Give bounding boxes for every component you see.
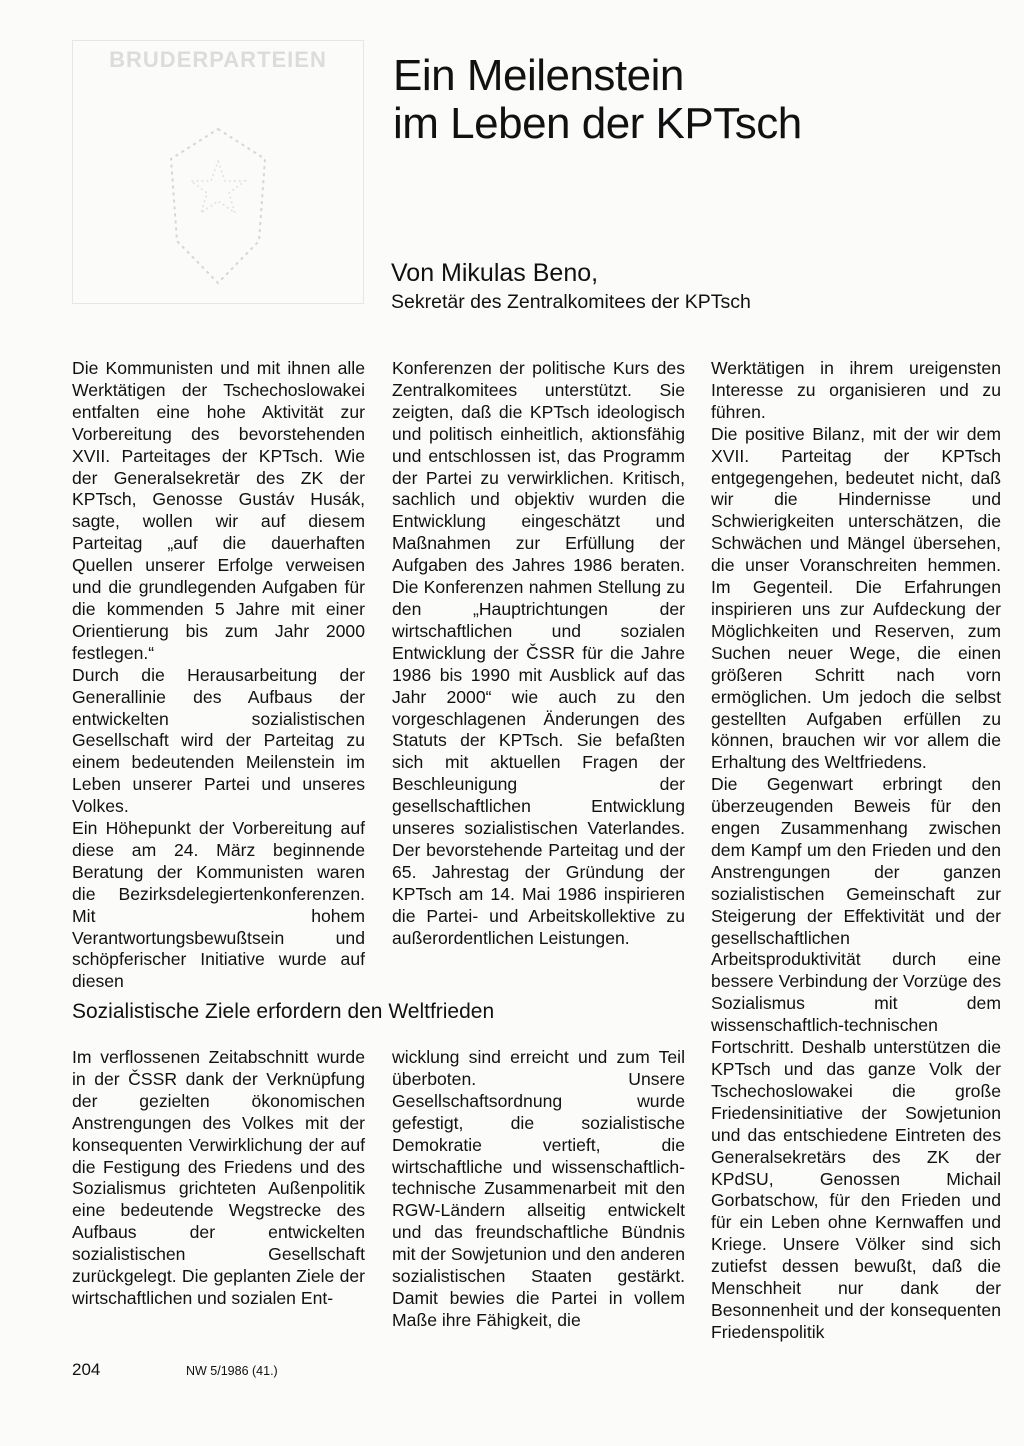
byline [391, 258, 1011, 316]
paragraph: Die positive Bilanz, mit der wir dem XVII. Parteitag der KPTsch entgegengehen, bedeutet nicht, daß wir die Hindernisse und Schwierigkeiten unterschätzen, die Schwächen und Mängel übersehen, die unser Voranschreiten hemmen. Im Gegenteil. Die Erfahrungen inspirieren uns zur Aufdeckung der Möglichkeiten und Reserven, zum Suchen neuer Wege, die einen größeren Schritt nach vorn ermöglichen. Um jedoch die selbst gestellten Aufgaben erfüllen zu können, brauchen wir vor allem die Erhaltung des Weltfriedens. [711, 423, 1001, 773]
paragraph: Werktätigen in ihrem ureigensten Interesse zu organisieren und zu führen. [711, 358, 1001, 422]
party-emblem-icon [163, 121, 273, 291]
page-number: 204 [72, 1360, 101, 1379]
title-line-1: Ein Meilenstein [393, 51, 684, 100]
paragraph: Ein Höhepunkt der Vorbereitung auf diese am 24. März beginnende Beratung der Kommunisten waren die Bezirksdelegiertenkonferenzen. Mit hohem Verantwortungsbewußtsein und schöpferischer Initiative wurde auf diesen [72, 818, 365, 992]
column-2-top [392, 358, 685, 949]
paragraph: Durch die Herausarbeitung der Generallinie des Aufbaus der entwickelten sozialistischen Gesellschaft wird der Parteitag zu einem bedeutenden Meilenstein im Leben unserer Partei und unseres Volkes. [72, 664, 365, 817]
paragraph: Im verflossenen Zeitabschnitt wurde in der ČSSR dank der Verknüpfung der gezielten ökonomischen Anstrengungen des Volkes mit der konsequenten Verwirklichung der auf die Festigung des Friedens und des Sozialismus grichteten Außenpolitik eine bedeutende Wegstrecke des Aufbaus der entwickelten sozialistischen Gesellschaft zurückgelegt. Die geplanten Ziele der wirtschaftlichen und sozialen Ent- [72, 1047, 365, 1308]
emblem-label: BRUDERPARTEIEN [109, 47, 327, 72]
column-2-bottom [392, 1047, 685, 1332]
column-1-bottom [72, 1047, 365, 1310]
paragraph: wicklung sind erreicht und zum Teil überboten. Unsere Gesellschaftsordnung wurde gefestigt, die sozialistische Demokratie vertieft, die wirtschaftliche und wissenschaftlich-technische Zusammenarbeit mit den RGW-Ländern allseitig entwickelt und das freundschaftliche Bündnis mit der Sowjetunion und den anderen sozialistischen Staaten gestärkt. Damit bewies die Partei in vollem Maße ihre Fähigkeit, die [392, 1047, 685, 1330]
journal-reference: NW 5/1986 (41.) [186, 1364, 278, 1378]
section-subheading: Sozialistische Ziele erfordern den Weltfrieden [72, 1000, 495, 1023]
title-line-2: im Leben der KPTsch [393, 99, 802, 148]
author-name: Von Mikulas Beno, [391, 259, 599, 287]
author-role: Sekretär des Zentralkomitees der KPTsch [391, 291, 751, 313]
column-3 [711, 358, 1001, 1344]
paragraph: Die Kommunisten und mit ihnen alle Werktätigen der Tschechoslowakei entfalten eine hohe Aktivität zur Vorbereitung des bevorstehenden XVII. Parteitages der KPTsch. Wie der Generalsekretär des ZK der KPTsch, Genosse Gustáv Husák, sagte, wollen wir auf diesem Parteitag „auf die dauerhaften Quellen unserer Erfolge verweisen und die grundlegenden Aufgaben für die kommenden 5 Jahre mit einer Orientierung bis zum Jahr 2000 festlegen.“ [72, 358, 365, 663]
paragraph: Die Gegenwart erbringt den überzeugenden Beweis für den engen Zusammenhang zwischen dem Kampf um den Frieden und den Anstrengungen der ganzen sozialistischen Gemeinschaft zur Steigerung der Effektivität und der gesellschaftlichen Arbeitsproduktivität durch eine bessere Verbindung der Vorzüge des Sozialismus mit dem wissenschaftlich-technischen Fortschritt. Deshalb unterstützen die KPTsch und das ganze Volk der Tschechoslowakei die große Friedensinitiative der Sowjetunion und das entschiedene Eintreten des Generalsekretärs des ZK der KPdSU, Genossen Michail Gorbatschow, für den Frieden und für ein Leben ohne Kernwaffen und Kriege. Unsere Völker sind sich zutiefst dessen bewußt, daß die Menschheit nur dank der Besonnenheit und der konsequenten Friedenspolitik [711, 774, 1001, 1342]
emblem-box [72, 40, 364, 304]
article-title [393, 52, 993, 148]
paragraph: Konferenzen der politische Kurs des Zentralkomitees unterstützt. Sie zeigten, daß die KPTsch ideologisch und politisch einheitlich, aktionsfähig und entschlossen ist, das Programm der Partei zu verwirklichen. Kritisch, sachlich und objektiv wurden die Entwicklung eingeschätzt und Maßnahmen zur Erfüllung der Aufgaben des Jahres 1986 beraten. Die Konferenzen nahmen Stellung zu den „Hauptrichtungen der wirtschaftlichen und sozialen Entwicklung der ČSSR für die Jahre 1986 bis 1990 mit Ausblick auf das Jahr 2000“ wie auch zu den vorgeschlagenen Änderungen des Statuts der KPTsch. Sie befaßten sich mit aktuellen Fragen der Beschleunigung der gesellschaftlichen Entwicklung unseres sozialistischen Vaterlandes. Der bevorstehende Parteitag und der 65. Jahrestag der Gründung der KPTsch am 14. Mai 1986 inspirieren die Partei- und Arbeitskollektive zu außerordentlichen Leistungen. [392, 358, 685, 948]
column-1-top [72, 358, 365, 993]
